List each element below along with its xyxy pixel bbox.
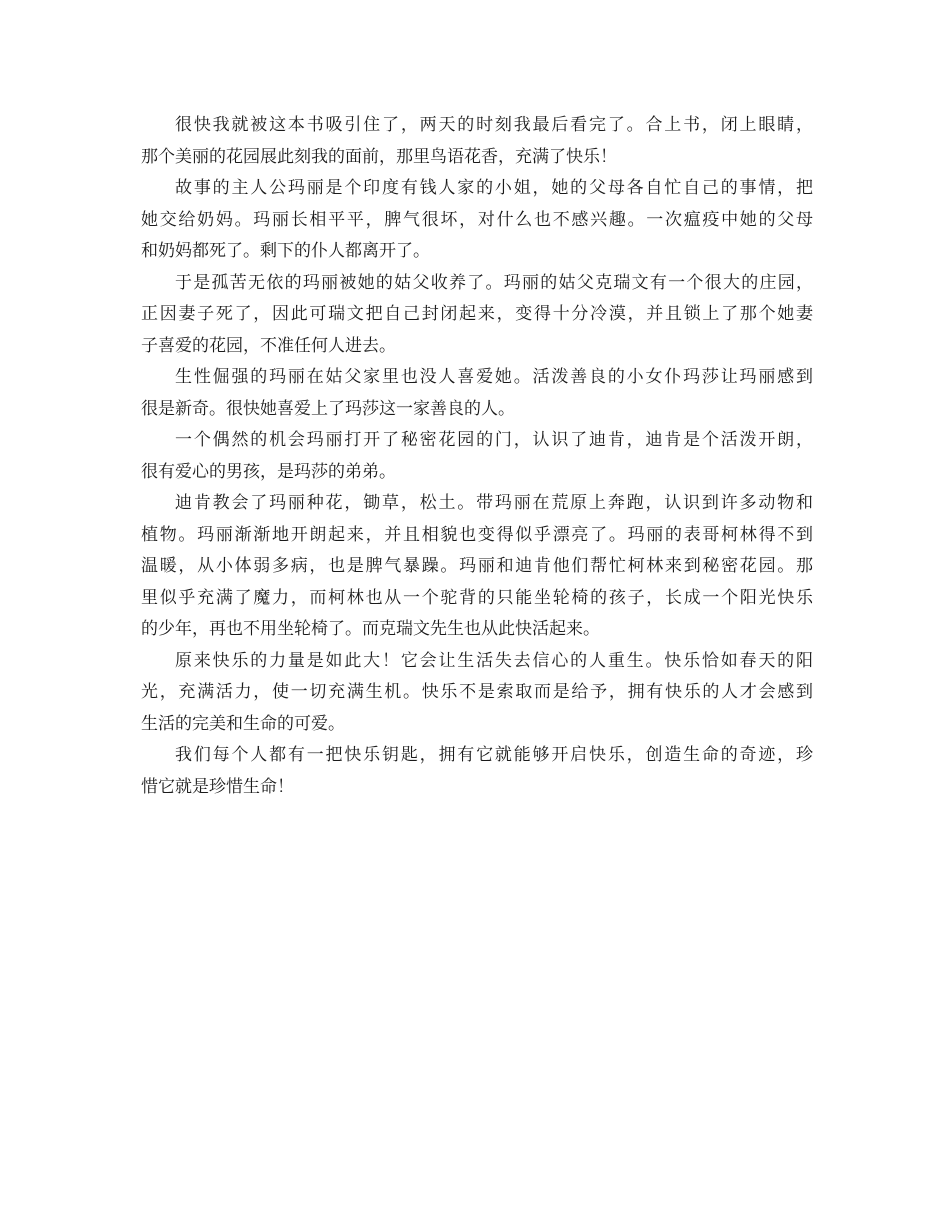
text-line: 植物。玛丽渐渐地开朗起来，并且相貌也变得似乎漂亮了。玛丽的表哥柯林得不到 bbox=[141, 524, 813, 545]
paragraph bbox=[141, 173, 813, 268]
text-line: 惜它就是珍惜生命！ bbox=[141, 776, 294, 797]
text-line: 生活的完美和生命的可爱。 bbox=[141, 713, 345, 734]
text-line: 故事的主人公玛丽是个印度有钱人家的小姐，她的父母各自忙自己的事情，把 bbox=[175, 178, 813, 198]
text-line: 很有爱心的男孩，是玛莎的弟弟。 bbox=[141, 461, 396, 482]
paragraph bbox=[141, 268, 813, 363]
text-line: 正因妻子死了，因此可瑞文把自己封闭起来，变得十分冷漠，并且锁上了那个她妻 bbox=[141, 304, 813, 324]
text-line: 里似乎充满了魔力，而柯林也从一个驼背的只能坐轮椅的孩子，长成一个阳光快乐 bbox=[141, 587, 813, 608]
text-line: 光，充满活力，使一切充满生机。快乐不是索取而是给予，拥有快乐的人才会感到 bbox=[141, 682, 813, 702]
text-line: 子喜爱的花园，不准任何人进去。 bbox=[141, 335, 396, 356]
text-line: 原来快乐的力量是如此大！它会让生活失去信心的人重生。快乐恰如春天的阳 bbox=[175, 650, 813, 671]
paragraph bbox=[141, 110, 813, 173]
paragraph bbox=[141, 740, 813, 803]
text-line: 生性倔强的玛丽在姑父家里也没人喜爱她。活泼善良的小女仆玛莎让玛丽感到 bbox=[175, 367, 813, 387]
text-line: 温暖，从小体弱多病，也是脾气暴躁。玛丽和迪肯他们帮忙柯林来到秘密花园。那 bbox=[141, 556, 813, 576]
text-line: 很是新奇。很快她喜爱上了玛莎这一家善良的人。 bbox=[141, 398, 515, 419]
text-line: 很快我就被这本书吸引住了，两天的时刻我最后看完了。合上书，闭上眼睛， bbox=[175, 115, 813, 135]
paragraph bbox=[141, 646, 813, 741]
text-line: 我们每个人都有一把快乐钥匙，拥有它就能够开启快乐，创造生命的奇迹，珍 bbox=[175, 745, 813, 765]
text-line: 那个美丽的花园展此刻我的面前，那里鸟语花香，充满了快乐！ bbox=[141, 146, 617, 167]
text-line: 的少年，再也不用坐轮椅了。而克瑞文先生也从此快活起来。 bbox=[141, 619, 600, 639]
article-body bbox=[141, 110, 813, 803]
paragraph bbox=[141, 488, 813, 646]
text-line: 她交给奶妈。玛丽长相平平，脾气很坏，对什么也不感兴趣。一次瘟疫中她的父母 bbox=[141, 209, 813, 230]
text-line: 于是孤苦无依的玛丽被她的姑父收养了。玛丽的姑父克瑞文有一个很大的庄园， bbox=[175, 272, 813, 293]
paragraph bbox=[141, 425, 813, 488]
paragraph bbox=[141, 362, 813, 425]
text-line: 一个偶然的机会玛丽打开了秘密花园的门，认识了迪肯，迪肯是个活泼开朗， bbox=[175, 430, 813, 450]
text-line: 和奶妈都死了。剩下的仆人都离开了。 bbox=[141, 241, 430, 261]
text-line: 迪肯教会了玛丽种花，锄草，松土。带玛丽在荒原上奔跑，认识到许多动物和 bbox=[175, 493, 813, 513]
